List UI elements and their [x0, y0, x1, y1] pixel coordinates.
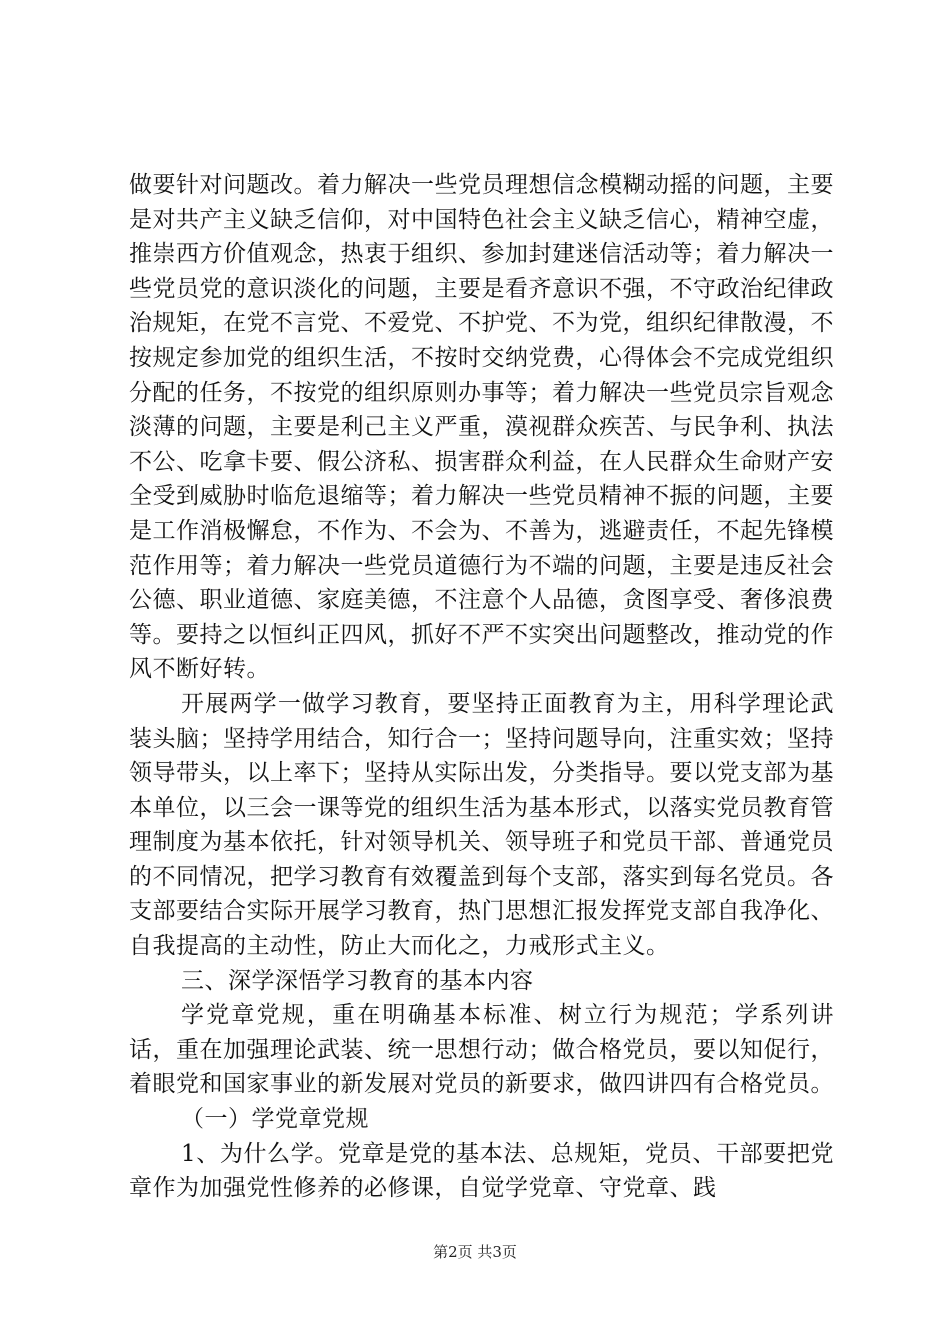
paragraph-content-overview: 学党章党规，重在明确基本标准、树立行为规范；学系列讲话，重在加强理论武装、统一思想行动；做合格党员，要以知促行，着眼党和国家事业的新发展对党员的新要求，做四讲四有合格党员。 — [129, 1002, 834, 1098]
paragraph-why-study: 1、为什么学。党章是党的基本法、总规矩，党员、干部要把党章作为加强党性修养的必修课，自觉学党章、守党章、践 — [129, 1140, 834, 1202]
document-body — [129, 168, 834, 1206]
section-heading-basic-content: 三、深学深悟学习教育的基本内容 — [181, 967, 534, 994]
page-number-footer: 第2页 共3页 — [433, 1243, 517, 1261]
subsection-heading-party-constitution: （一）学党章党规 — [181, 1106, 369, 1133]
paragraph-principles: 开展两学一做学习教育，要坚持正面教育为主，用科学理论武装头脑；坚持学用结合，知行合一；坚持问题导向，注重实效；坚持领导带头，以上率下；坚持从实际出发，分类指导。要以党支部为基本单位，以三会一课等党的组织生活为基本形式，以落实党员教育管理制度为基本依托，针对领导机关、领导班子和党员干部、普通党员的不同情况，把学习教育有效覆盖到每个支部，落实到每名党员。各支部要结合实际开展学习教育，热门思想汇报发挥党支部自我净化、自我提高的主动性，防止大而化之，力戒形式主义。 — [129, 690, 834, 960]
paragraph-issues: 做要针对问题改。着力解决一些党员理想信念模糊动摇的问题，主要是对共产主义缺乏信仰，对中国特色社会主义缺乏信心，精神空虚，推崇西方价值观念，热衷于组织、参加封建迷信活动等；着力解决一些党员党的意识淡化的问题，主要是看齐意识不强，不守政治纪律政治规矩，在党不言党、不爱党、不护党、不为党，组织纪律散漫，不按规定参加党的组织生活，不按时交纳党费，心得体会不完成党组织分配的任务，不按党的组织原则办事等；着力解决一些党员宗旨观念淡薄的问题，主要是利己主义严重，漠视群众疾苦、与民争利、执法不公、吃拿卡要、假公济私、损害群众利益，在人民群众生命财产安全受到威胁时临危退缩等；着力解决一些党员精神不振的问题，主要是工作消极懈怠，不作为、不会为、不善为，逃避责任，不起先锋模范作用等；着力解决一些党员道德行为不端的问题，主要是违反社会公德、职业道德、家庭美德，不注意个人品德，贪图享受、奢侈浪费等。要持之以恒纠正四风，抓好不严不实突出问题整改，推动党的作风不断好转。 — [129, 172, 834, 683]
